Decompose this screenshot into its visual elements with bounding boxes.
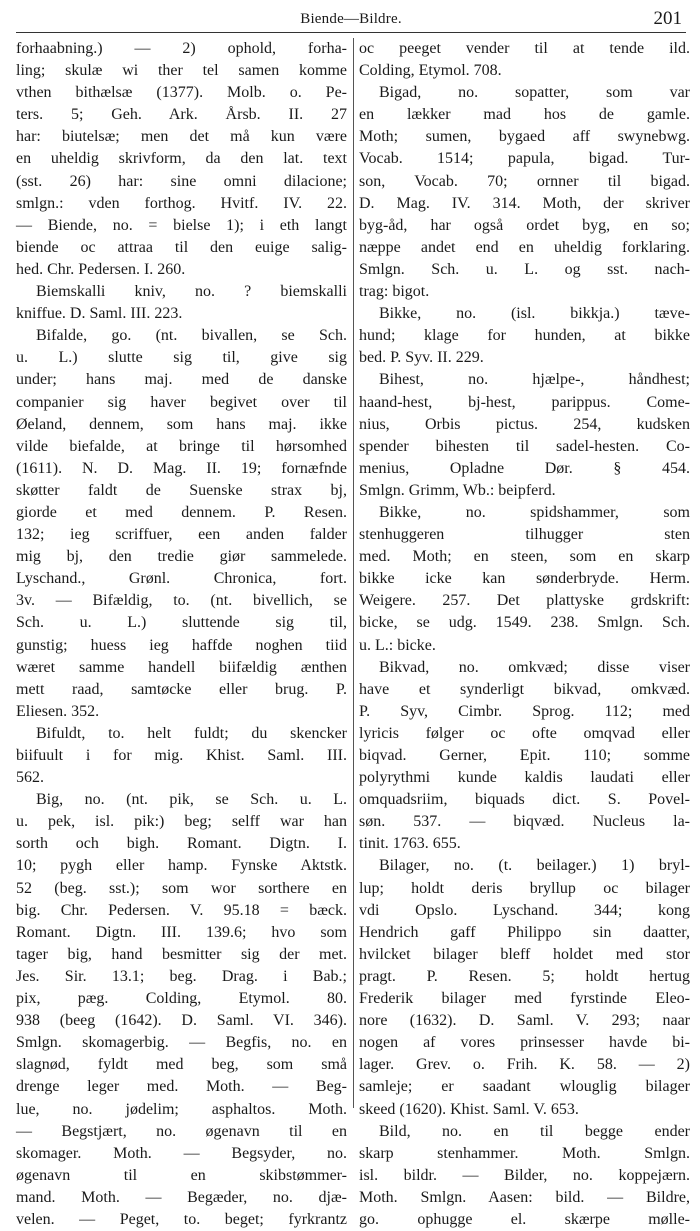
text-line: giorde et med dennem. P. Resen. [16, 503, 347, 521]
text-line: bicke, se udg. 1549. 238. Smlgn. Sch. [359, 614, 690, 632]
text-line: biende oc attraa til den euige salig- [16, 238, 347, 256]
text-line: lue, no. jødelim; asphaltos. Moth. [16, 1100, 347, 1118]
text-line: Colding, Etymol. 708. [359, 62, 502, 80]
text-line: Frederik bilager med fyrstinde Eleo- [359, 990, 690, 1008]
text-line: stenhuggeren tilhugger sten [359, 526, 690, 544]
text-line: polyrythmi kunde kaldis laudati eller [359, 769, 690, 787]
text-columns [16, 38, 690, 1228]
text-line: søn. 537. — biqvæd. Nucleus la- [359, 813, 690, 831]
text-line: vdi Opslo. Lyschand. 344; kong [359, 901, 690, 919]
text-line: isl. bildr. — Bilder, no. koppejærn. [359, 1166, 690, 1184]
text-line: en uheldig skrivform, da den lat. text [16, 150, 347, 168]
text-line: Bilager, no. (t. beilager.) 1) bryl- [379, 857, 690, 875]
text-line: Sch. u. L.) sluttende sig til, [16, 614, 347, 632]
text-line: bikke icke kan sønderbryde. Herm. [359, 570, 690, 588]
text-line: trag: bigot. [359, 283, 430, 301]
text-line: 562. [16, 769, 44, 787]
text-line: — Begstjært, no. øgenavn til en [16, 1122, 347, 1140]
text-line: Lyschand., Grønl. Chronica, fort. [16, 570, 347, 588]
text-line: en lækker mad hos de gamle. [359, 106, 690, 124]
text-line: 938 (beeg (1642). D. Saml. VI. 346). [16, 1012, 347, 1030]
text-line: spender bihesten til sadel-hesten. Co- [359, 437, 690, 455]
text-line: Smlgn. skomagerbig. — Begfis, no. en [16, 1034, 347, 1052]
text-line: u. pek, isl. pik:) beg; selff war han [16, 813, 347, 831]
text-line: slagnød, fyldt med beg, som små [16, 1056, 347, 1074]
text-line: bed. P. Syv. II. 229. [359, 349, 484, 367]
text-line: mand. Moth. — Begæder, no. djæ- [16, 1188, 347, 1206]
text-line: have et synderligt bikvad, omkvæd. [359, 680, 690, 698]
text-line: sorth och bigh. Romant. Digtn. I. [16, 835, 347, 853]
text-line: Eliesen. 352. [16, 702, 100, 720]
text-line: Smlgn. Sch. u. L. og sst. nach- [359, 260, 690, 278]
text-line: Øeland, dennem, som hans maj. ikke [16, 415, 347, 433]
text-line: skøtter faldt de Suenske strax bj, [16, 481, 347, 499]
text-line: big. Chr. Pedersen. V. 95.18 = bæck. [16, 901, 347, 919]
text-line: Moth. Smlgn. Aasen: bild. — Bildre, [359, 1188, 690, 1206]
text-line: drenge leger med. Moth. — Beg- [16, 1078, 347, 1096]
text-line: companier sig haver begivet over til [16, 393, 347, 411]
text-line: mig bj, den tredie giør sammelede. [16, 548, 347, 566]
running-head [16, 6, 686, 33]
text-line: skarp stenhammer. Moth. Smlgn. [359, 1144, 690, 1162]
column-divider [353, 38, 354, 1108]
text-line: med. Moth; en steen, som en skarp [359, 548, 690, 566]
text-line: (sst. 26) har: sine omni dilacione; [16, 172, 347, 190]
text-line: vilde biefalde, at bringe til hørsomhed [16, 437, 347, 455]
text-line: nore (1632). D. Saml. V. 293; naar [359, 1012, 690, 1030]
text-line: (1611). N. D. Mag. II. 19; fornæfnde [16, 459, 347, 477]
text-line: mett raad, samtøcke eller brug. P. [16, 680, 347, 698]
text-line: har: biutelsæ; men det må kun være [16, 128, 347, 146]
text-line: Bihest, no. hjælpe-, håndhest; [379, 371, 690, 389]
text-line: Bikvad, no. omkvæd; disse viser [379, 658, 690, 676]
text-line: pragt. P. Resen. 5; holdt hertug [359, 967, 690, 985]
text-line: ters. 5; Geh. Ark. Årsb. II. 27 [16, 106, 347, 124]
text-line: 132; ieg scriffuer, een anden falder [16, 526, 347, 544]
text-line: lyricis følger oc ofte omqvad eller [359, 724, 690, 742]
text-line: tinit. 1763. 655. [359, 835, 461, 853]
text-line: øgenavn til en skibstømmer- [16, 1166, 347, 1184]
text-line: u. L.) slutte sig til, give sig [16, 349, 347, 367]
text-line: 52 (beg. sst.); som wor sorthere en [16, 879, 347, 897]
text-line: under; hans maj. med de danske [16, 371, 347, 389]
text-line: næppe andet end en uheldig forklaring. [359, 238, 690, 256]
text-line: P. Syv, Cimbr. Sprog. 112; med [359, 702, 690, 720]
text-line: velen. — Peget, to. beget; fyrkrantz [16, 1210, 347, 1228]
text-line: hvilcket bilager bleff holdet med stor [359, 945, 690, 963]
text-line: go. ophugge el. skærpe mølle- [359, 1210, 690, 1228]
text-line: nius, Orbis pictus. 254, kudsken [359, 415, 690, 433]
text-line: Smlgn. Grimm, Wb.: beipferd. [359, 481, 556, 499]
text-line: samleje; er saadant wlouglig bilager [359, 1078, 690, 1096]
text-line: menius, Opladne Dør. § 454. [359, 459, 690, 477]
text-line: wæret samme handell biifældig ænthen [16, 658, 347, 676]
text-line: Weigere. 257. Det plattyske grdskrift: [359, 592, 690, 610]
left-column [16, 38, 347, 1228]
text-line: skeed (1620). Khist. Saml. V. 653. [359, 1100, 579, 1118]
text-line: tager big, hand besmitter sig der met. [16, 945, 347, 963]
text-line: hund; klage for hunden, at bikke [359, 327, 690, 345]
text-line: Bifuldt, to. helt fuldt; du skencker [36, 724, 347, 742]
text-line: forhaabning.) — 2) ophold, forha- [16, 40, 347, 57]
text-line: u. L.: bicke. [359, 636, 436, 654]
text-line: biifuult i for mig. Khist. Saml. III. [16, 747, 347, 764]
text-line: omquadsriim, biquads dict. S. Povel- [359, 791, 690, 809]
text-line: 3v. — Bifældig, to. (nt. bivellich, se [16, 592, 347, 610]
text-line: Moth; sumen, bygaed aff swynebwg. [359, 128, 690, 146]
text-line: hed. Chr. Pedersen. I. 260. [16, 260, 186, 278]
text-line: lager. Grev. o. Frih. K. 58. — 2) [359, 1056, 690, 1074]
text-line: skomager. Moth. — Begsyder, no. [16, 1144, 347, 1162]
text-line: — Biende, no. = bielse 1); i eth langt [16, 216, 347, 234]
text-line: gunstig; huess ieg haffde noghen tiid [16, 636, 347, 654]
text-line: pix, pæg. Colding, Etymol. 80. [16, 990, 347, 1008]
text-line: ling; skulæ wi ther tel samen komme [16, 62, 347, 80]
text-line: Hendrich gaff Philippo sin daatter, [359, 923, 690, 941]
page-number: 201 [653, 8, 682, 29]
text-line: D. Mag. IV. 314. Moth, der skriver [359, 194, 690, 212]
text-line: Big, no. (nt. pik, se Sch. u. L. [36, 791, 347, 809]
text-line: Jes. Sir. 13.1; beg. Drag. i Bab.; [16, 967, 347, 985]
running-title: Biende—Bildre. [300, 11, 402, 27]
text-line: biqvad. Gerner, Epit. 110; somme [359, 747, 690, 764]
text-line: smlgn.: vden forthog. Hvitf. IV. 22. [16, 194, 347, 212]
text-line: Bifalde, go. (nt. bivallen, se Sch. [36, 327, 347, 345]
text-line: Bikke, no. spidshammer, som [379, 503, 690, 521]
text-line: byg-åd, har også ordet byg, en so; [359, 216, 690, 234]
text-line: Bikke, no. (isl. bikkja.) tæve- [379, 305, 690, 323]
text-line: son, Vocab. 70; ornner til bigad. [359, 172, 690, 190]
text-line: Bigad, no. sopatter, som var [379, 84, 690, 102]
text-line: kniffue. D. Saml. III. 223. [16, 305, 183, 323]
right-column [359, 38, 690, 1228]
text-line: Bild, no. en til begge ender [379, 1122, 690, 1140]
text-line: oc peeget vender til at tende ild. [359, 40, 690, 57]
text-line: 10; pygh eller hamp. Fynske Aktstk. [16, 857, 347, 875]
text-line: Romant. Digtn. III. 139.6; hvo som [16, 923, 347, 941]
text-line: lup; holdt deris bryllup oc bilager [359, 879, 690, 897]
text-line: haand-hest, bj-hest, parippus. Come- [359, 393, 690, 411]
text-line: nogen af vores prinsesser havde bi- [359, 1034, 690, 1052]
text-line: vthen bithælsæ (1377). Molb. o. Pe- [16, 84, 347, 102]
text-line: Biemskalli kniv, no. ? biemskalli [36, 283, 347, 301]
text-line: Vocab. 1514; papula, bigad. Tur- [359, 150, 690, 168]
